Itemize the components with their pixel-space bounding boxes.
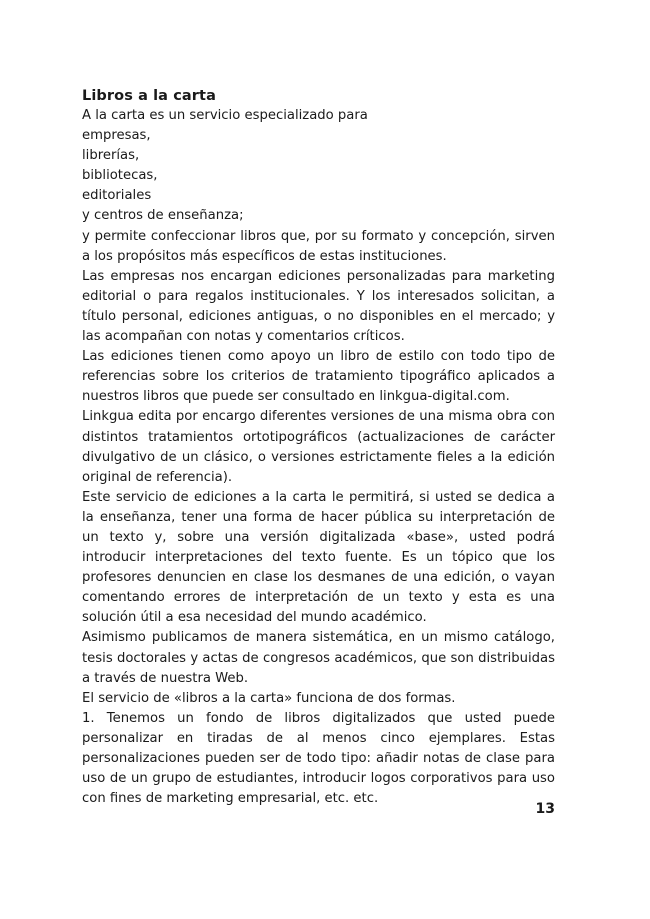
list-item: editoriales: [82, 188, 152, 204]
page-body: [82, 86, 555, 809]
paragraph: Las ediciones tienen como apoyo un libro de estilo con todo tipo de referencias sobre los criterios de tratamiento tipográfico aplicados a nuestros libros que puede ser consultado en linkgua-digital.com.: [82, 349, 555, 405]
page-number: 13: [535, 801, 555, 817]
paragraph: Este servicio de ediciones a la carta le permitirá, si usted se dedica a la enseñanza, tener una forma de hacer pública su interpretación de un texto y, sobre una versión digitalizada «base», usted podrá introducir interpretaciones del texto fuente. Es un tópico que los profesores denuncien en clase los desmanes de una edición, o vayan comentando errores de interpretación de un texto y esta es una solución útil a esa necesidad del mundo académico.: [82, 489, 555, 626]
paragraph: y permite confeccionar libros que, por su formato y concepción, sirven a los propósitos más específicos de estas instituciones.: [82, 228, 555, 264]
paragraph: El servicio de «libros a la carta» funciona de dos formas.: [82, 690, 456, 706]
list-item: bibliotecas,: [82, 168, 158, 184]
paragraph: Las empresas nos encargan ediciones personalizadas para marketing editorial o para regalos institucionales. Y los interesados solicitan, a título personal, ediciones antiguas, o no disponibles en el mercado; y las acompañan con notas y comentarios críticos.: [82, 268, 555, 345]
list-item: empresas,: [82, 128, 151, 144]
section-heading: Libros a la carta: [82, 88, 216, 104]
paragraph: Linkgua edita por encargo diferentes versiones de una misma obra con distintos tratamientos ortotipográficos (actualizaciones de carácter divulgativo de un clásico, o versiones estrictamente fieles a la edición original de referencia).: [82, 409, 555, 485]
list-item: y centros de enseñanza;: [82, 208, 244, 224]
paragraph: Asimismo publicamos de manera sistemática, en un mismo catálogo, tesis doctorales y actas de congresos académicos, que son distribuidas a través de nuestra Web.: [82, 630, 555, 686]
list-intro: A la carta es un servicio especializado para: [82, 108, 368, 123]
paragraph: 1. Tenemos un fondo de libros digitalizados que usted puede personalizar en tiradas de al menos cinco ejemplares. Estas personalizaciones pueden ser de todo tipo: añadir notas de clase para uso de un grupo de estudiantes, introducir logos corporativos para uso con fines de marketing empresarial, etc. etc.: [82, 710, 555, 807]
list-item: librerías,: [82, 148, 140, 164]
